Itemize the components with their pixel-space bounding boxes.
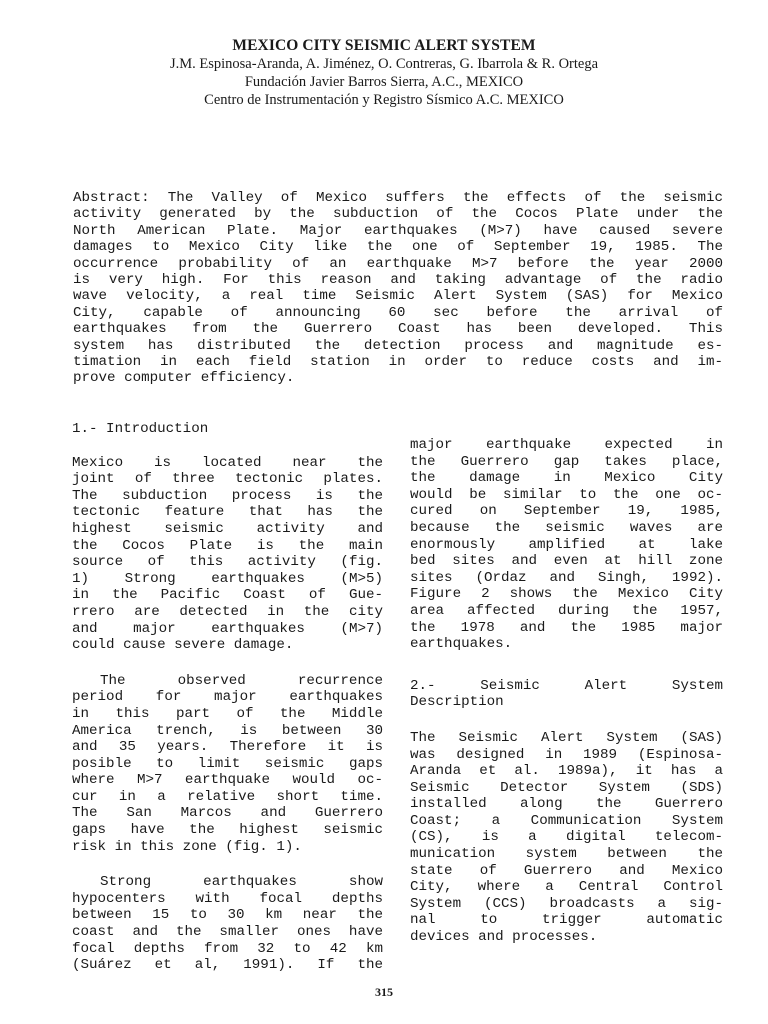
text-line: munication system between the [410, 846, 723, 863]
abstract-line: Abstract: The Valley of Mexico suffers the effects of the seismic [73, 190, 723, 206]
text-line: the 1978 and the 1985 major [410, 619, 723, 636]
text-line: in this part of the Middle [72, 705, 383, 722]
intro-paragraph-1 [72, 455, 383, 654]
text-line: would be similar to the one oc- [410, 486, 723, 503]
text-line: Strong earthquakes show [100, 874, 383, 891]
text-line: coast and the smaller ones have [72, 924, 383, 941]
text-line: nal to trigger automatic [410, 912, 723, 929]
abstract-line: timation in each field station in order to reduce costs and im- [73, 354, 723, 371]
text-line: the damage in Mexico City [410, 470, 723, 487]
text-line: in the Pacific Coast of Gue- [72, 587, 383, 604]
spacer [72, 654, 383, 673]
text-line: the Cocos Plate is the main [72, 537, 383, 554]
text-line: 1) Strong earthquakes (M>5) [72, 570, 383, 587]
text-line: The Seismic Alert System (SAS) [410, 729, 723, 746]
text-line: (CS), is a digital telecom- [410, 829, 723, 846]
text-line: installed along the Guerrero [410, 796, 723, 813]
section-heading-line: Description [410, 694, 504, 711]
text-line: bed sites and even at hill zone [410, 553, 723, 570]
text-line: source of this activity (fig. [72, 554, 383, 571]
text-line: cured on September 19, 1985, [410, 503, 723, 520]
text-line: because the seismic waves are [410, 519, 723, 536]
abstract-line: system has distributed the detection process and magnitude es- [73, 337, 723, 354]
abstract-line: City, capable of announcing 60 sec before the arrival of [73, 304, 723, 321]
abstract [73, 190, 723, 387]
paper-title: MEXICO CITY SEISMIC ALERT SYSTEM [232, 37, 536, 54]
abstract-line: activity generated by the subduction of the Cocos Plate under the [73, 206, 723, 223]
spacer [410, 653, 723, 678]
spacer [72, 855, 383, 874]
abstract-line: damages to Mexico City like the one of September 19, 1985. The [73, 239, 723, 256]
text-line: The San Marcos and Guerrero [72, 805, 383, 822]
text-line: risk in this zone (fig. 1). [72, 838, 302, 855]
text-line: and 35 years. Therefore it is [72, 739, 383, 756]
section-heading-sas-description [410, 678, 723, 711]
text-line: The observed recurrence [100, 672, 383, 689]
text-line: period for major earthquakes [72, 689, 383, 706]
text-line: System (CCS) broadcasts a sig- [410, 895, 723, 912]
text-line: cur in a relative short time. [72, 788, 383, 805]
text-line: Mexico is located near the [72, 454, 383, 471]
text-line: state of Guerrero and Mexico [410, 862, 723, 879]
text-line: devices and processes. [410, 929, 598, 946]
affiliation-1: Fundación Javier Barros Sierra, A.C., MEXICO [244, 74, 524, 90]
spacer [72, 438, 383, 455]
affiliation-2: Centro de Instrumentación y Registro Sísmico A.C. MEXICO [204, 92, 564, 108]
right-column [410, 437, 723, 946]
abstract-line: North American Plate. Major earthquakes (M>7) have caused severe [73, 222, 723, 239]
text-line: tectonic feature that has the [72, 504, 383, 521]
section-heading-introduction: 1.- Introduction [72, 421, 209, 437]
text-line: The subduction process is the [72, 487, 383, 504]
section-heading-line: 2.- Seismic Alert System [410, 677, 723, 694]
abstract-line: occurrence probability of an earthquake M>7 before the year 2000 [73, 255, 723, 272]
text-line: rrero are detected in the city [72, 603, 383, 620]
text-line: and major earthquakes (M>7) [72, 620, 383, 637]
text-line: America trench, is between 30 [72, 722, 383, 739]
intro-paragraph-2 [72, 673, 383, 856]
intro-paragraph-continued [410, 437, 723, 653]
text-line: hypocenters with focal depths [72, 890, 383, 907]
text-line: earthquakes. [410, 636, 513, 653]
text-line: Seismic Detector System (SDS) [410, 779, 723, 796]
abstract-line: earthquakes from the Guerrero Coast has been developed. This [73, 321, 723, 338]
paper-header [0, 37, 768, 109]
text-line: Figure 2 shows the Mexico City [410, 586, 723, 603]
text-line: enormously amplified at lake [410, 536, 723, 553]
text-line: could cause severe damage. [72, 637, 294, 654]
text-line: City, where a Central Control [410, 879, 723, 896]
text-line: posible to limit seismic gaps [72, 755, 383, 772]
text-line: area affected during the 1957, [410, 602, 723, 619]
author-list: J.M. Espinosa-Aranda, A. Jiménez, O. Contreras, G. Ibarrola & R. Ortega [169, 56, 599, 72]
text-line: the Guerrero gap takes place, [410, 453, 723, 470]
text-line: sites (Ordaz and Singh, 1992). [410, 569, 723, 586]
text-line: highest seismic activity and [72, 520, 383, 537]
sas-paragraph-1 [410, 730, 723, 946]
text-line: where M>7 earthquake would oc- [72, 772, 383, 789]
text-line: between 15 to 30 km near the [72, 907, 383, 924]
text-line: focal depths from 32 to 42 km [72, 940, 383, 957]
text-line: joint of three tectonic plates. [72, 471, 383, 488]
text-line: Aranda et al. 1989a), it has a [410, 763, 723, 780]
spacer [410, 711, 723, 730]
page-number: 315 [375, 985, 393, 999]
text-line: major earthquake expected in [410, 437, 723, 453]
left-column [72, 421, 383, 974]
text-line: was designed in 1989 (Espinosa- [410, 746, 723, 763]
abstract-line: prove computer efficiency. [73, 370, 295, 387]
text-line: gaps have the highest seismic [72, 822, 383, 839]
text-line: Coast; a Communication System [410, 812, 723, 829]
text-line: (Suárez et al, 1991). If the [72, 957, 383, 974]
intro-paragraph-3 [72, 874, 383, 974]
abstract-line: wave velocity, a real time Seismic Alert System (SAS) for Mexico [73, 288, 723, 305]
abstract-line: is very high. For this reason and taking advantage of the radio [73, 272, 723, 289]
